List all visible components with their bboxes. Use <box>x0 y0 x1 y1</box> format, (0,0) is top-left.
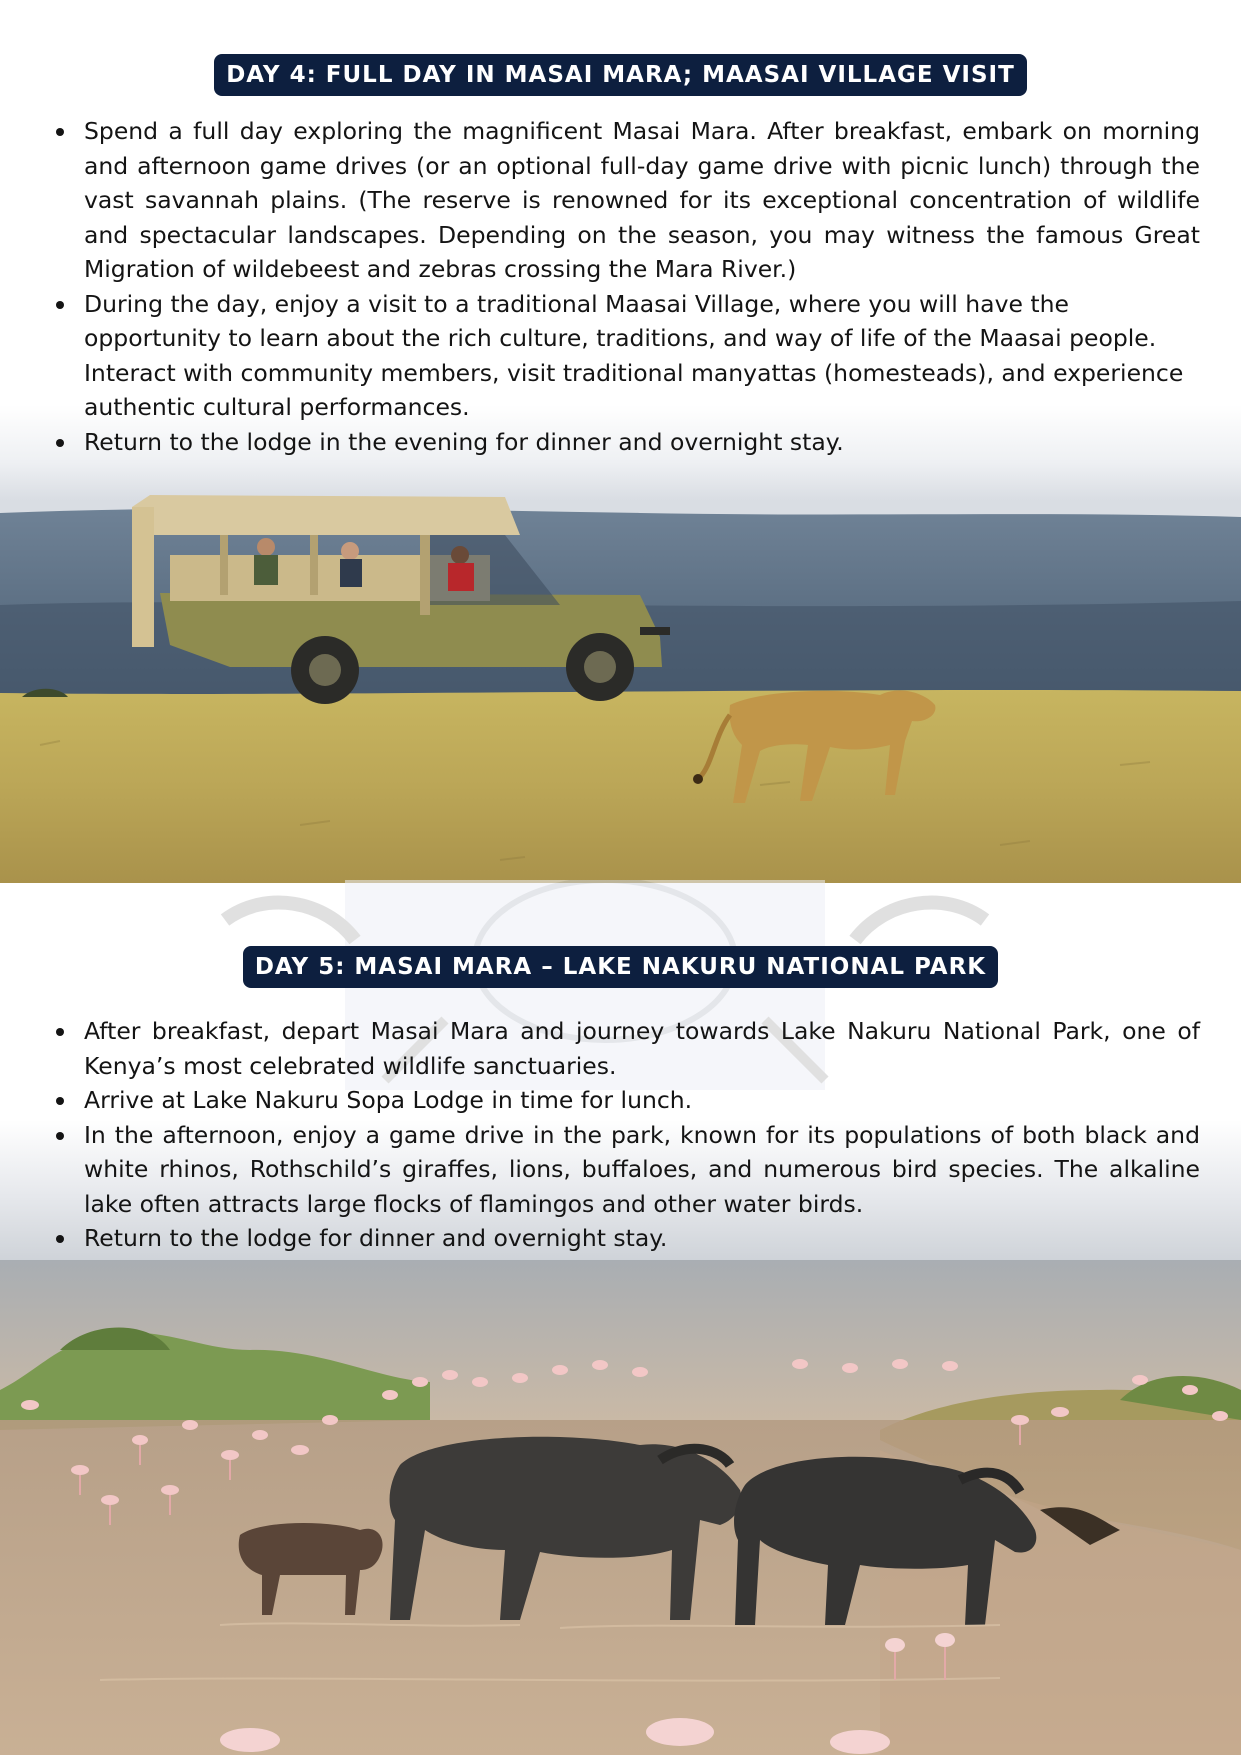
day4-bullet-1: Spend a full day exploring the magnificent Masai Mara. After breakfast, embark on morning and afternoon game drives (or an optional full-day game drive with picnic lunch) through the vast savannah plains. (The reserve is renowned for its exceptional concentration of wildlife and spectacular landscapes. Depending on the season, you may witness the famous Great Migration of wildebeest and zebras crossing the Mara River.) <box>50 114 1200 287</box>
day4-bullet-list <box>50 114 1200 459</box>
day4-heading: DAY 4: FULL DAY IN MASAI MARA; MAASAI VILLAGE VISIT <box>214 54 1027 96</box>
day4-bullet-2: During the day, enjoy a visit to a traditional Maasai Village, where you will have the opportunity to learn about the rich culture, traditions, and way of life of the Maasai people. Interact with community members, visit traditional manyattas (homesteads), and experience authentic cultural performances. <box>50 287 1200 425</box>
safari-vehicle-lioness-photo <box>0 405 1241 883</box>
day5-heading: DAY 5: MASAI MARA – LAKE NAKURU NATIONAL PARK <box>243 946 998 988</box>
day5-heading-wrap <box>0 946 1241 988</box>
day5-bullet-4: Return to the lodge for dinner and overnight stay. <box>50 1221 1200 1256</box>
day5-bullet-1: After breakfast, depart Masai Mara and journey towards Lake Nakuru National Park, one of Kenya’s most celebrated wildlife sanctuaries. <box>50 1014 1200 1083</box>
day5-bullet-2: Arrive at Lake Nakuru Sopa Lodge in time for lunch. <box>50 1083 1200 1118</box>
day4-bullet-3: Return to the lodge in the evening for dinner and overnight stay. <box>50 425 1200 460</box>
day4-heading-wrap <box>0 54 1241 96</box>
day5-bullet-3: In the afternoon, enjoy a game drive in the park, known for its populations of both black and white rhinos, Rothschild’s giraffes, lions, buffaloes, and numerous bird species. The alkaline lake often attracts large flocks of flamingos and other water birds. <box>50 1118 1200 1222</box>
day5-bullet-list <box>50 1014 1200 1256</box>
